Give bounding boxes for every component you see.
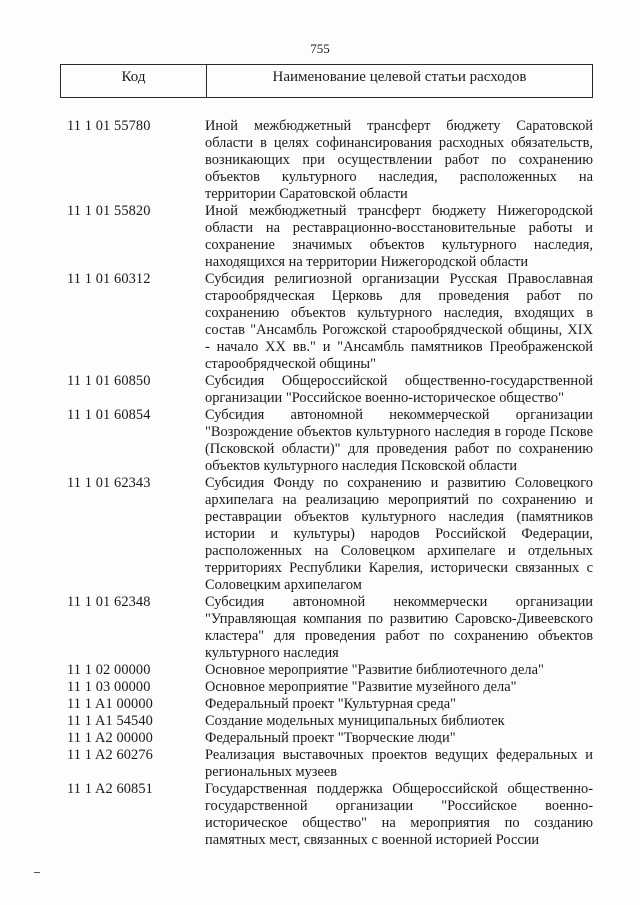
table-row	[0, 662, 640, 679]
expense-items-list	[0, 118, 640, 849]
row-name: Государственная поддержка Общероссийской общественно-государственной организации "Российское военно-историческое общество" на мероприятия по созданию памятных мест, связанных с военной историей России	[205, 781, 593, 848]
header-name: Наименование целевой статьи расходов	[272, 69, 527, 85]
row-code: 11 1 01 60312	[67, 271, 151, 287]
table-row	[0, 747, 640, 781]
table-row	[0, 730, 640, 747]
row-code: 11 1 01 55820	[67, 203, 151, 219]
row-name: Создание модельных муниципальных библиотек	[205, 713, 505, 729]
table-row	[0, 696, 640, 713]
table-row	[0, 407, 640, 475]
row-name: Основное мероприятие "Развитие музейного дела"	[205, 679, 517, 695]
row-name: Иной межбюджетный трансферт бюджету Саратовской области в целях софинансирования расходных обязательств, возникающих при осуществлении работ по сохранению объектов культурного наследия, расположенных на территории Саратовской области	[205, 118, 593, 202]
row-name: Федеральный проект "Творческие люди"	[205, 730, 456, 746]
row-code: 11 1 01 62348	[67, 594, 151, 610]
row-name: Федеральный проект "Культурная среда"	[205, 696, 457, 712]
row-name: Субсидия Общероссийской общественно-государственной организации "Российское военно-историческое общество"	[205, 373, 593, 406]
table-row	[0, 781, 640, 849]
table-row	[0, 118, 640, 203]
table-row	[0, 713, 640, 730]
table-row	[0, 373, 640, 407]
row-code: 11 1 A1 54540	[67, 713, 153, 729]
row-name: Субсидия религиозной организации Русская Православная старообрядческая Церковь для проведения работ по сохранению объектов культурного наследия, входящих в состав "Ансамбль Рогожской старообрядческой общины, XIX - начало XX вв." и "Ансамбль памятников Преображенской старообрядческой общины"	[205, 271, 593, 372]
table-row	[0, 475, 640, 594]
table-header	[60, 64, 593, 98]
row-name: Основное мероприятие "Развитие библиотечного дела"	[205, 662, 544, 678]
row-code: 11 1 A2 60276	[67, 747, 153, 763]
row-name: Субсидия автономной некоммерчески организации "Управляющая компания по развитию Саровско-Дивеевского кластера" для проведения работ по сохранению объектов культурного наследия	[205, 594, 593, 661]
header-code: Код	[61, 65, 207, 97]
row-name: Реализация выставочных проектов ведущих федеральных и региональных музеев	[205, 747, 593, 780]
row-code: 11 1 02 00000	[67, 662, 151, 678]
table-row	[0, 271, 640, 373]
row-code: 11 1 01 60854	[67, 407, 151, 423]
table-row	[0, 594, 640, 662]
row-code: 11 1 01 60850	[67, 373, 151, 389]
page-number: 755	[310, 41, 330, 56]
row-name: Иной межбюджетный трансферт бюджету Нижегородской области на реставрационно-восстановительные работы и сохранение значимых объектов культурного наследия, находящихся на территории Нижегородской области	[205, 203, 593, 270]
row-name: Субсидия Фонду по сохранению и развитию Соловецкого архипелага на реализацию мероприятий по сохранению и реставрации объектов культурного наследия (памятников истории и культуры) народов Российской Федерации, расположенных на Соловецком архипелаге и отдельных территориях Республики Карелия, исторически связанных с Соловецким архипелагом	[205, 475, 593, 593]
scan-mark	[34, 872, 40, 873]
row-code: 11 1 A1 00000	[67, 696, 153, 712]
row-code: 11 1 03 00000	[67, 679, 151, 695]
row-code: 11 1 01 55780	[67, 118, 151, 134]
row-code: 11 1 A2 60851	[67, 781, 153, 797]
table-row	[0, 679, 640, 696]
row-name: Субсидия автономной некоммерческой организации "Возрождение объектов культурного наследия в городе Пскове (Псковской области)" для проведения работ по сохранению объектов культурного наследия Псковской области	[205, 407, 593, 474]
row-code: 11 1 A2 00000	[67, 730, 153, 746]
row-code: 11 1 01 62343	[67, 475, 151, 491]
table-row	[0, 203, 640, 271]
